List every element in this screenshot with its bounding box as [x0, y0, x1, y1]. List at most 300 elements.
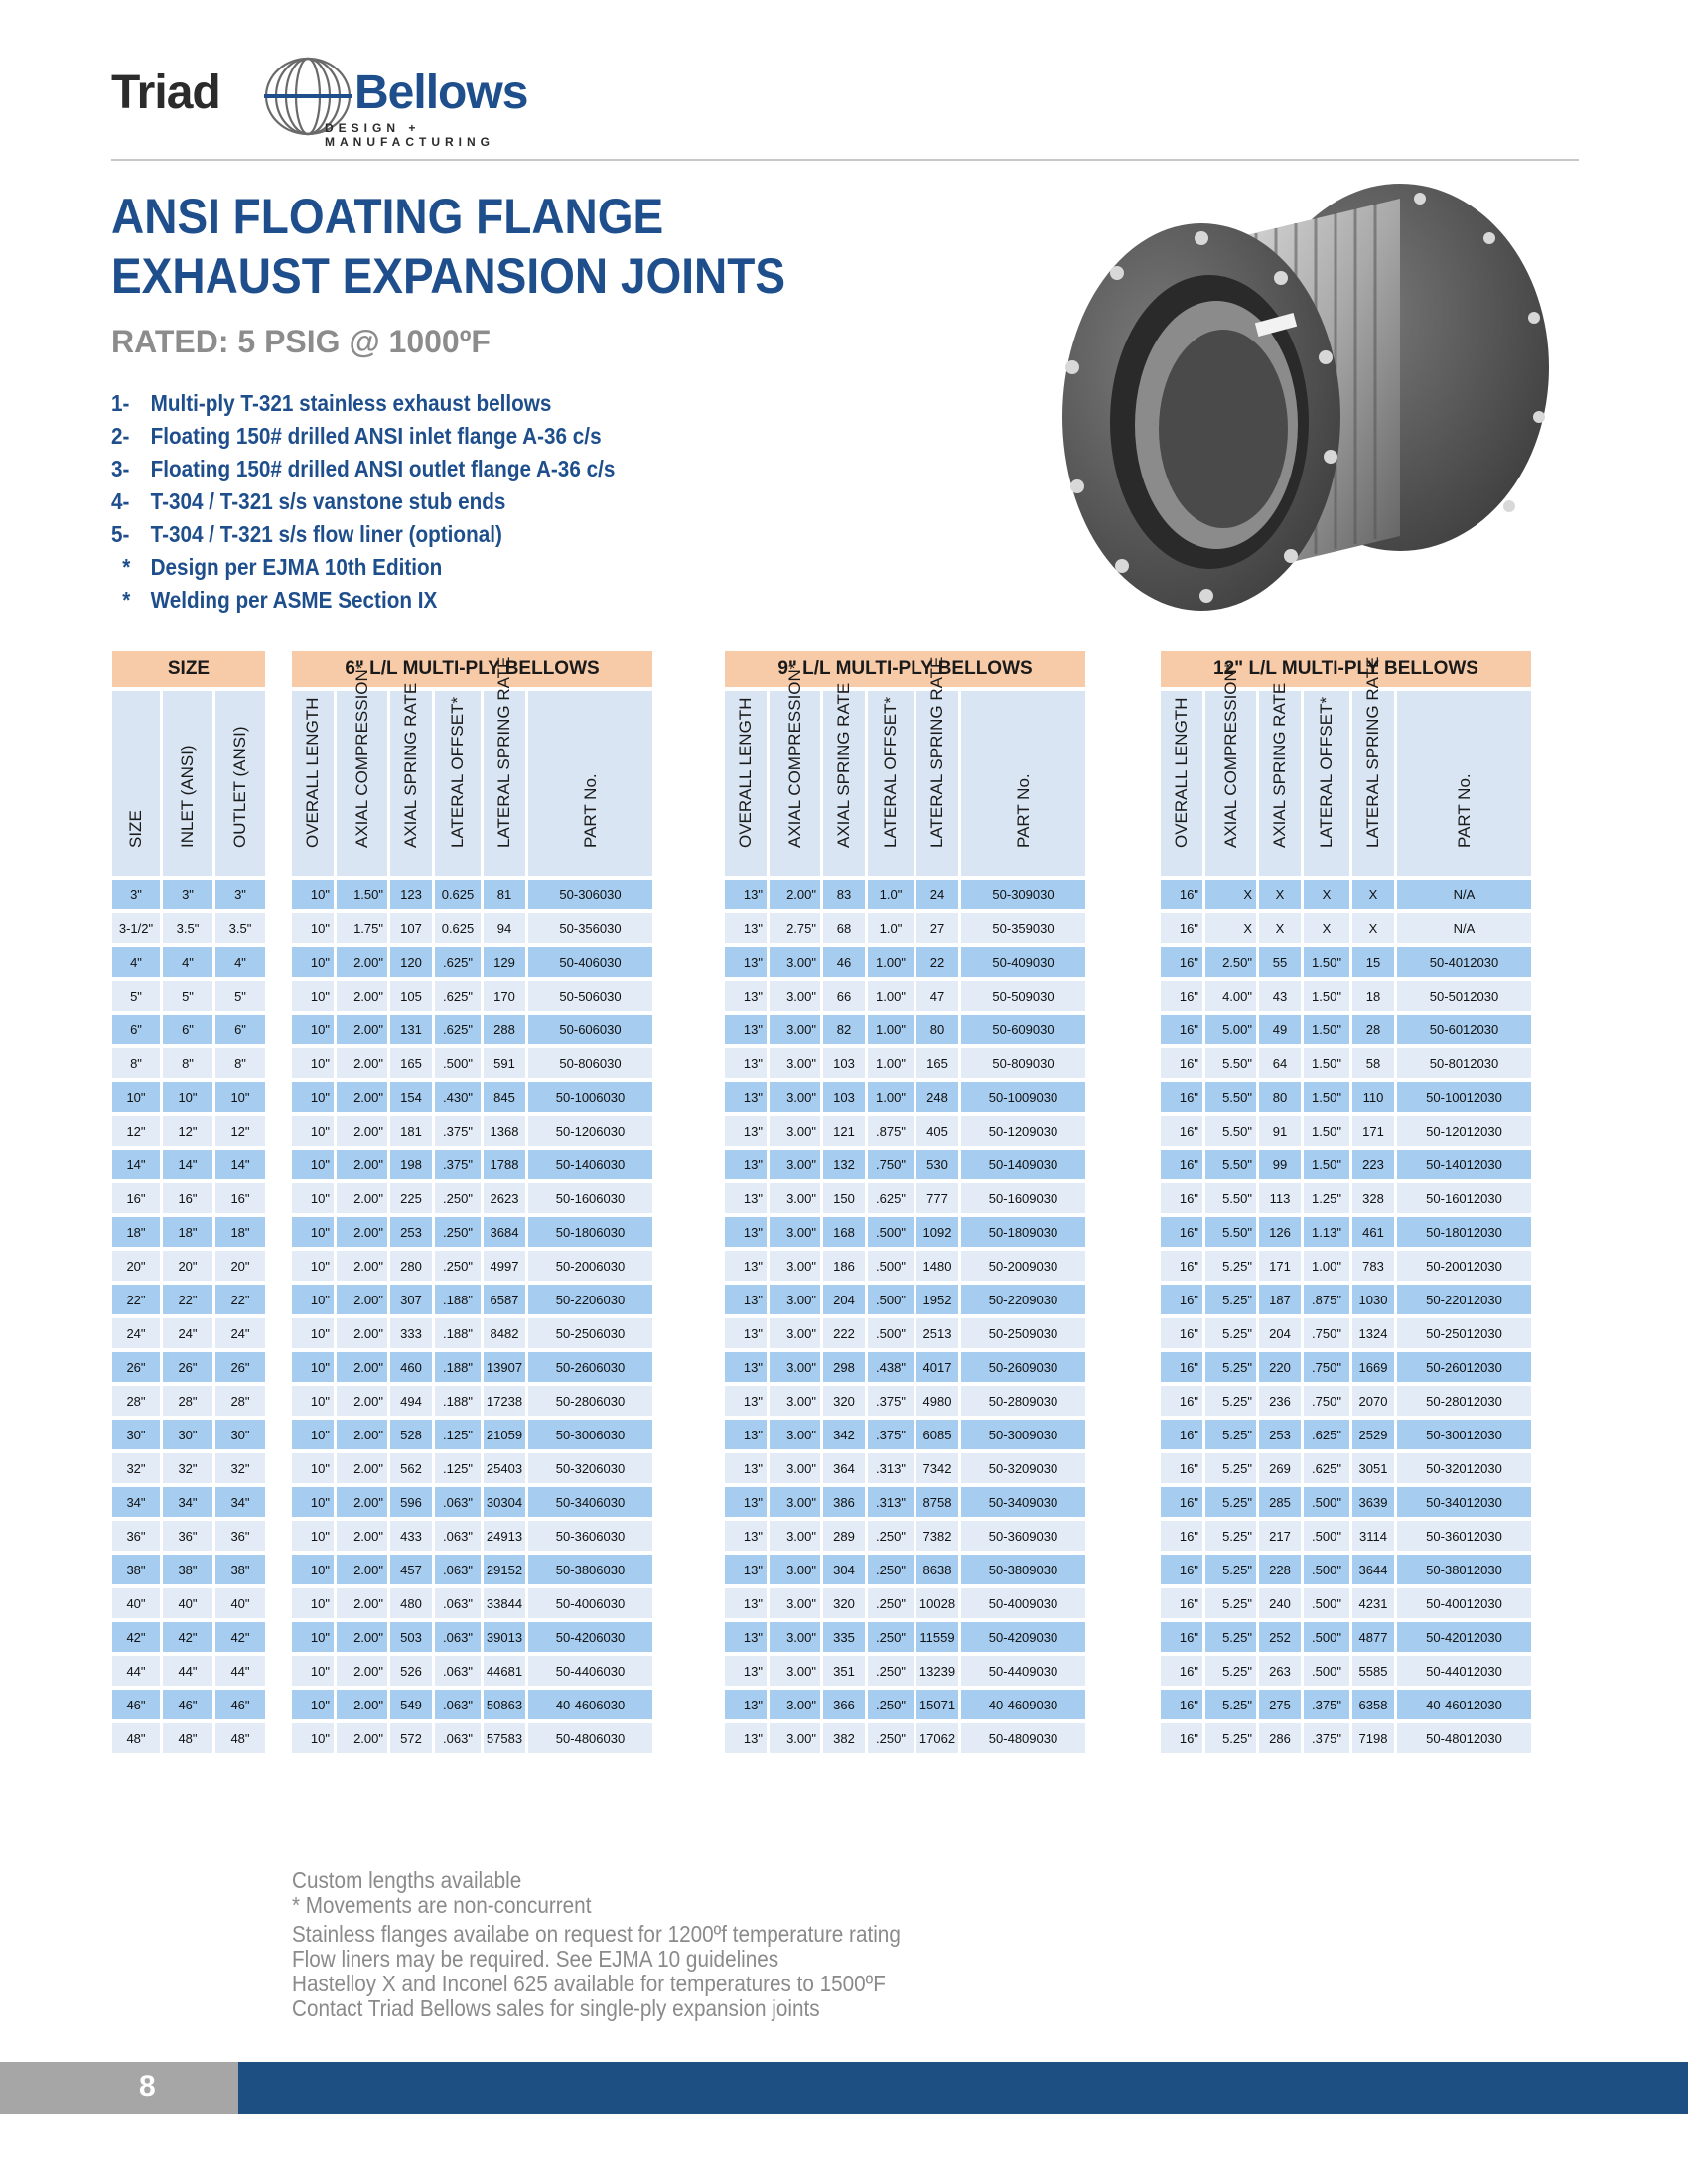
table-cell: 3114 — [1352, 1521, 1394, 1551]
table-cell: 307 — [390, 1285, 432, 1314]
table-cell: 5.50" — [1205, 1183, 1256, 1213]
table-row — [725, 1048, 1085, 1078]
table-cell: 5.25" — [1205, 1588, 1256, 1618]
table-cell: 3.00" — [770, 1082, 820, 1112]
column-header — [528, 691, 652, 876]
feature-item — [111, 453, 615, 485]
table-cell: 236 — [1259, 1386, 1301, 1416]
table-cell: 1.00" — [868, 947, 914, 977]
table-cell: 4" — [215, 947, 265, 977]
table-cell: 1788 — [484, 1150, 525, 1179]
table-cell: 0.625 — [435, 880, 481, 909]
table-cell: 16" — [163, 1183, 212, 1213]
table-cell: .500" — [1304, 1555, 1349, 1584]
table-cell: 596 — [390, 1487, 432, 1517]
table-cell: 126 — [1259, 1217, 1301, 1247]
table-cell: 50-3806030 — [528, 1555, 652, 1584]
table-cell: 457 — [390, 1555, 432, 1584]
note: Flow liners may be required. See EJMA 10 guidelines — [292, 1946, 779, 1972]
table-cell: X — [1352, 880, 1394, 909]
table-cell: 13" — [725, 1217, 767, 1247]
table-cell: 10" — [292, 1285, 334, 1314]
table-cell: 16" — [215, 1183, 265, 1213]
table-row — [725, 1656, 1085, 1686]
table-cell: .500" — [868, 1285, 914, 1314]
table-cell: 57583 — [484, 1723, 525, 1753]
table-cell: 13" — [725, 981, 767, 1011]
table-cell: 1.25" — [1304, 1183, 1349, 1213]
table-cell: 99 — [1259, 1150, 1301, 1179]
table-row — [725, 1116, 1085, 1146]
table-cell: 16" — [1161, 1183, 1202, 1213]
column-header — [916, 656, 958, 876]
table-cell: 845 — [484, 1082, 525, 1112]
table-cell: 10028 — [916, 1588, 958, 1618]
column-header-label: OUTLET (ANSI) — [230, 726, 249, 848]
column-header — [292, 691, 334, 876]
table-cell: 3-1/2" — [112, 913, 160, 943]
brand-logo — [111, 52, 568, 151]
table-cell: 572 — [390, 1723, 432, 1753]
table-row — [725, 1690, 1085, 1719]
table-cell: 50-38012030 — [1397, 1555, 1531, 1584]
table-cell: 328 — [1352, 1183, 1394, 1213]
table-cell: 50-16012030 — [1397, 1183, 1531, 1213]
size-group-header: SIZE — [112, 651, 265, 687]
table-cell: 2.00" — [337, 1453, 387, 1483]
table-row — [112, 913, 265, 943]
table-cell: 113 — [1259, 1183, 1301, 1213]
note: Contact Triad Bellows sales for single-ply expansion joints — [292, 1995, 820, 2021]
table-cell: 50-406030 — [528, 947, 652, 977]
table-cell: 50-1406030 — [528, 1150, 652, 1179]
table-cell: 2.00" — [337, 1588, 387, 1618]
table-cell: 13" — [725, 1690, 767, 1719]
table-cell: 1.50" — [337, 880, 387, 909]
table-row — [112, 880, 265, 909]
table-cell: 304 — [823, 1555, 865, 1584]
table-cell: 50-8012030 — [1397, 1048, 1531, 1078]
table-cell: 2623 — [484, 1183, 525, 1213]
column-header-label: AXIAL SPRING RATE — [1270, 682, 1289, 848]
table-cell: .250" — [868, 1656, 914, 1686]
column-header — [1205, 662, 1256, 876]
table-row — [725, 1015, 1085, 1044]
table-cell: 22" — [163, 1285, 212, 1314]
table-cell: 50-3206030 — [528, 1453, 652, 1483]
table-cell: 10" — [292, 1352, 334, 1382]
feature-number: * — [122, 554, 131, 580]
expansion-joint-photo — [1043, 169, 1559, 635]
table-cell: 50-22012030 — [1397, 1285, 1531, 1314]
table-cell: 1.50" — [1304, 1015, 1349, 1044]
column-header-label: INLET (ANSI) — [178, 745, 197, 848]
table-cell: 3" — [163, 880, 212, 909]
table-cell: 32" — [215, 1453, 265, 1483]
table-cell: .250" — [868, 1521, 914, 1551]
table-row — [292, 1352, 652, 1382]
table-row — [292, 1656, 652, 1686]
table-cell: 3" — [215, 880, 265, 909]
table-cell: 20" — [112, 1251, 160, 1281]
table-cell: 342 — [823, 1420, 865, 1449]
table-cell: 1480 — [916, 1251, 958, 1281]
table-cell: 240 — [1259, 1588, 1301, 1618]
table-cell: .430" — [435, 1082, 481, 1112]
table-cell: .063" — [435, 1588, 481, 1618]
table-row — [292, 1487, 652, 1517]
column-header — [337, 662, 387, 876]
column-header — [823, 682, 865, 876]
table-cell: 2.00" — [337, 1352, 387, 1382]
table-cell: 24" — [112, 1318, 160, 1348]
table-cell: 5.25" — [1205, 1521, 1256, 1551]
table-row — [292, 880, 652, 909]
table-cell: 5.25" — [1205, 1453, 1256, 1483]
table-row — [112, 1048, 265, 1078]
table-cell: 16" — [1161, 880, 1202, 909]
table-cell: 80 — [916, 1015, 958, 1044]
table-cell: 2.00" — [337, 1048, 387, 1078]
table-cell: 132 — [823, 1150, 865, 1179]
table-cell: 2.00" — [337, 1217, 387, 1247]
table-row — [725, 1217, 1085, 1247]
table-cell: 22 — [916, 947, 958, 977]
table-row — [1161, 1318, 1531, 1348]
table-cell: 50-1609030 — [961, 1183, 1085, 1213]
table-cell: X — [1352, 913, 1394, 943]
table-cell: 10" — [292, 1150, 334, 1179]
table-cell: 0.625 — [435, 913, 481, 943]
table-cell: 50-3009030 — [961, 1420, 1085, 1449]
table-cell: 3.00" — [770, 1183, 820, 1213]
table-cell: 50-309030 — [961, 880, 1085, 909]
feature-number: 4- — [111, 488, 130, 514]
table-cell: 18" — [215, 1217, 265, 1247]
table-cell: 24913 — [484, 1521, 525, 1551]
table-cell: 5.50" — [1205, 1116, 1256, 1146]
table-cell: 103 — [823, 1048, 865, 1078]
table-cell: 50-44012030 — [1397, 1656, 1531, 1686]
table-cell: 10" — [292, 1487, 334, 1517]
table-cell: .125" — [435, 1453, 481, 1483]
table-cell: 42" — [163, 1622, 212, 1652]
table-cell: 220 — [1259, 1352, 1301, 1382]
table-cell: 320 — [823, 1386, 865, 1416]
table-cell: 6" — [163, 1015, 212, 1044]
column-header — [112, 691, 160, 876]
table-cell: 16" — [1161, 1251, 1202, 1281]
table-row — [1161, 947, 1531, 977]
table-row — [1161, 1690, 1531, 1719]
table-cell: 10" — [292, 981, 334, 1011]
table-row — [1161, 1622, 1531, 1652]
table-cell: 15 — [1352, 947, 1394, 977]
table-row — [292, 1386, 652, 1416]
table-cell: 34" — [163, 1487, 212, 1517]
column-header — [390, 682, 432, 876]
table-cell: 5.25" — [1205, 1386, 1256, 1416]
table-cell: 3684 — [484, 1217, 525, 1247]
table-cell: 16" — [1161, 1588, 1202, 1618]
table-cell: 2.00" — [337, 1420, 387, 1449]
table-cell: 50-2206030 — [528, 1285, 652, 1314]
table-row — [112, 1251, 265, 1281]
table-cell: 386 — [823, 1487, 865, 1517]
table-cell: .625" — [1304, 1420, 1349, 1449]
feature-item — [111, 551, 615, 584]
table-row — [292, 1183, 652, 1213]
table-cell: 15071 — [916, 1690, 958, 1719]
table-cell: 3.00" — [770, 1453, 820, 1483]
table-cell: 4" — [163, 947, 212, 977]
table-cell: 46" — [112, 1690, 160, 1719]
table-row — [1161, 1555, 1531, 1584]
table-cell: 1.75" — [337, 913, 387, 943]
table-cell: 10" — [292, 1183, 334, 1213]
table-cell: 14" — [112, 1150, 160, 1179]
table-cell: 50-2509030 — [961, 1318, 1085, 1348]
table-cell: 18 — [1352, 981, 1394, 1011]
table-cell: 1.50" — [1304, 1150, 1349, 1179]
table-row — [112, 1453, 265, 1483]
table-cell: .625" — [1304, 1453, 1349, 1483]
table-row — [292, 1318, 652, 1348]
table-cell: 129 — [484, 947, 525, 977]
table-row — [292, 1555, 652, 1584]
table-cell: 20" — [163, 1251, 212, 1281]
table-cell: 16" — [1161, 1015, 1202, 1044]
table-cell: .375" — [435, 1116, 481, 1146]
table-cell: 13" — [725, 1318, 767, 1348]
table-row — [112, 1555, 265, 1584]
table-cell: 50-2006030 — [528, 1251, 652, 1281]
table-cell: 480 — [390, 1588, 432, 1618]
table-cell: 50-32012030 — [1397, 1453, 1531, 1483]
table-cell: 461 — [1352, 1217, 1394, 1247]
table-cell: 50-509030 — [961, 981, 1085, 1011]
table-cell: .625" — [868, 1183, 914, 1213]
table-cell: 8" — [163, 1048, 212, 1078]
table-cell: 12" — [112, 1116, 160, 1146]
table-cell: 154 — [390, 1082, 432, 1112]
table-cell: 16" — [1161, 1453, 1202, 1483]
table-cell: .625" — [435, 1015, 481, 1044]
feature-text: T-304 / T-321 s/s vanstone stub ends — [150, 488, 506, 514]
table-cell: 1324 — [1352, 1318, 1394, 1348]
column-header-label: SIZE — [126, 810, 145, 848]
table-cell: 3.00" — [770, 1420, 820, 1449]
table-cell: 2.00" — [337, 1285, 387, 1314]
table-cell: 530 — [916, 1150, 958, 1179]
table-cell: 12" — [163, 1116, 212, 1146]
column-header-label: AXIAL COMPRESSION* — [1220, 662, 1240, 848]
page-number: 8 — [139, 2070, 156, 2103]
table-row — [292, 1521, 652, 1551]
feature-number: 5- — [111, 521, 130, 547]
table-cell: 222 — [823, 1318, 865, 1348]
column-header — [868, 691, 914, 876]
table-cell: 1.50" — [1304, 1116, 1349, 1146]
table-cell: 50-306030 — [528, 880, 652, 909]
column-header-label: OVERALL LENGTH — [1172, 697, 1191, 848]
table-cell: 50-2609030 — [961, 1352, 1085, 1382]
table-cell: 4231 — [1352, 1588, 1394, 1618]
table-cell: 50-2506030 — [528, 1318, 652, 1348]
table-cell: 171 — [1352, 1116, 1394, 1146]
table-row — [725, 1251, 1085, 1281]
footer-bar-right — [238, 2062, 1688, 2114]
table-cell: 405 — [916, 1116, 958, 1146]
table-cell: 10" — [292, 1217, 334, 1247]
table-cell: 21059 — [484, 1420, 525, 1449]
table-cell: 10" — [292, 947, 334, 977]
table-cell: .500" — [435, 1048, 481, 1078]
table-cell: .313" — [868, 1453, 914, 1483]
column-header-label: LATERAL OFFSET* — [1317, 696, 1336, 848]
note: Hastelloy X and Inconel 625 available for temperatures to 1500ºF — [292, 1971, 886, 1996]
table-row — [112, 1420, 265, 1449]
table-cell: 16" — [1161, 981, 1202, 1011]
table-cell: 171 — [1259, 1251, 1301, 1281]
table-cell: 26" — [112, 1352, 160, 1382]
table-cell: 46" — [163, 1690, 212, 1719]
table-cell: 10" — [292, 1015, 334, 1044]
table-cell: 13" — [725, 1082, 767, 1112]
table-cell: 16" — [1161, 1386, 1202, 1416]
table-cell: 186 — [823, 1251, 865, 1281]
table-cell: 2.00" — [337, 981, 387, 1011]
table-cell: 4017 — [916, 1352, 958, 1382]
table-cell: 50-6012030 — [1397, 1015, 1531, 1044]
table-cell: .500" — [868, 1251, 914, 1281]
column-header — [1304, 691, 1349, 876]
table-cell: 777 — [916, 1183, 958, 1213]
table-cell: 3.00" — [770, 947, 820, 977]
feature-item — [111, 518, 615, 551]
feature-item — [111, 485, 615, 518]
table-cell: 16" — [1161, 1622, 1202, 1652]
table-row — [292, 947, 652, 977]
table-cell: 28" — [215, 1386, 265, 1416]
table-cell: 48" — [163, 1723, 212, 1753]
table-cell: 10" — [292, 1251, 334, 1281]
table-cell: 7198 — [1352, 1723, 1394, 1753]
table-cell: 170 — [484, 981, 525, 1011]
table-cell: .875" — [1304, 1285, 1349, 1314]
table-cell: .313" — [868, 1487, 914, 1517]
brand-tagline: DESIGN + MANUFACTURING — [325, 121, 494, 149]
table-cell: 2.00" — [770, 880, 820, 909]
table-cell: 289 — [823, 1521, 865, 1551]
table-cell: X — [1205, 880, 1256, 909]
table-row — [1161, 1588, 1531, 1618]
table-cell: 26" — [163, 1352, 212, 1382]
table-cell: 783 — [1352, 1251, 1394, 1281]
table-cell: 50-20012030 — [1397, 1251, 1531, 1281]
table-row — [725, 981, 1085, 1011]
table-cell: 8" — [215, 1048, 265, 1078]
table-cell: 50-2806030 — [528, 1386, 652, 1416]
table-row — [1161, 913, 1531, 943]
table-cell: 50-609030 — [961, 1015, 1085, 1044]
table-cell: 40" — [163, 1588, 212, 1618]
table-cell: 2.00" — [337, 1521, 387, 1551]
table-cell: 2.50" — [1205, 947, 1256, 977]
table-cell: 13" — [725, 880, 767, 909]
table-cell: 5.25" — [1205, 1487, 1256, 1517]
table-cell: 36" — [112, 1521, 160, 1551]
column-header-label: LATERAL OFFSET* — [448, 696, 467, 848]
notes-list — [292, 1868, 968, 2021]
table-cell: 2.00" — [337, 1622, 387, 1652]
table-cell: 13" — [725, 1150, 767, 1179]
table-cell: 40-4609030 — [961, 1690, 1085, 1719]
table-cell: 165 — [390, 1048, 432, 1078]
table-row — [112, 1082, 265, 1112]
table-cell: 29152 — [484, 1555, 525, 1584]
table-cell: 17062 — [916, 1723, 958, 1753]
table-cell: 5.50" — [1205, 1217, 1256, 1247]
table-cell: 16" — [1161, 1217, 1202, 1247]
table-cell: 3.00" — [770, 1116, 820, 1146]
table-cell: 526 — [390, 1656, 432, 1686]
table-cell: 3051 — [1352, 1453, 1394, 1483]
table-cell: 16" — [1161, 947, 1202, 977]
table-cell: 3.5" — [163, 913, 212, 943]
table-cell: 333 — [390, 1318, 432, 1348]
table-cell: 3.00" — [770, 1352, 820, 1382]
table-cell: 38" — [163, 1555, 212, 1584]
table-row — [1161, 1048, 1531, 1078]
table-row — [725, 1622, 1085, 1652]
table-cell: 1030 — [1352, 1285, 1394, 1314]
table-cell: 5" — [112, 981, 160, 1011]
table-cell: 105 — [390, 981, 432, 1011]
table-cell: 38" — [112, 1555, 160, 1584]
table-cell: 50-4406030 — [528, 1656, 652, 1686]
table-cell: .750" — [1304, 1318, 1349, 1348]
table-row — [725, 1487, 1085, 1517]
table-cell: 2.00" — [337, 947, 387, 977]
table-row — [725, 1318, 1085, 1348]
table-cell: .250" — [868, 1555, 914, 1584]
table-cell: 47 — [916, 981, 958, 1011]
table-cell: 91 — [1259, 1116, 1301, 1146]
table-cell: 3639 — [1352, 1487, 1394, 1517]
page-title — [111, 187, 785, 306]
column-header — [1161, 691, 1202, 876]
table-cell: .188" — [435, 1318, 481, 1348]
table-cell: 5.00" — [1205, 1015, 1256, 1044]
table-cell: 16" — [1161, 1487, 1202, 1517]
table-cell: 40-46012030 — [1397, 1690, 1531, 1719]
table-cell: 50-4409030 — [961, 1656, 1085, 1686]
column-header — [1352, 656, 1394, 876]
table-row — [112, 1723, 265, 1753]
table-cell: 24" — [215, 1318, 265, 1348]
table-cell: 44681 — [484, 1656, 525, 1686]
table-cell: 3.00" — [770, 1217, 820, 1247]
table-cell: 2.00" — [337, 1318, 387, 1348]
table-cell: 10" — [292, 1082, 334, 1112]
table-cell: 13" — [725, 1555, 767, 1584]
table-cell: 50-356030 — [528, 913, 652, 943]
table-cell: 121 — [823, 1116, 865, 1146]
column-header — [725, 691, 767, 876]
table-cell: 2.00" — [337, 1386, 387, 1416]
table-cell: 30304 — [484, 1487, 525, 1517]
